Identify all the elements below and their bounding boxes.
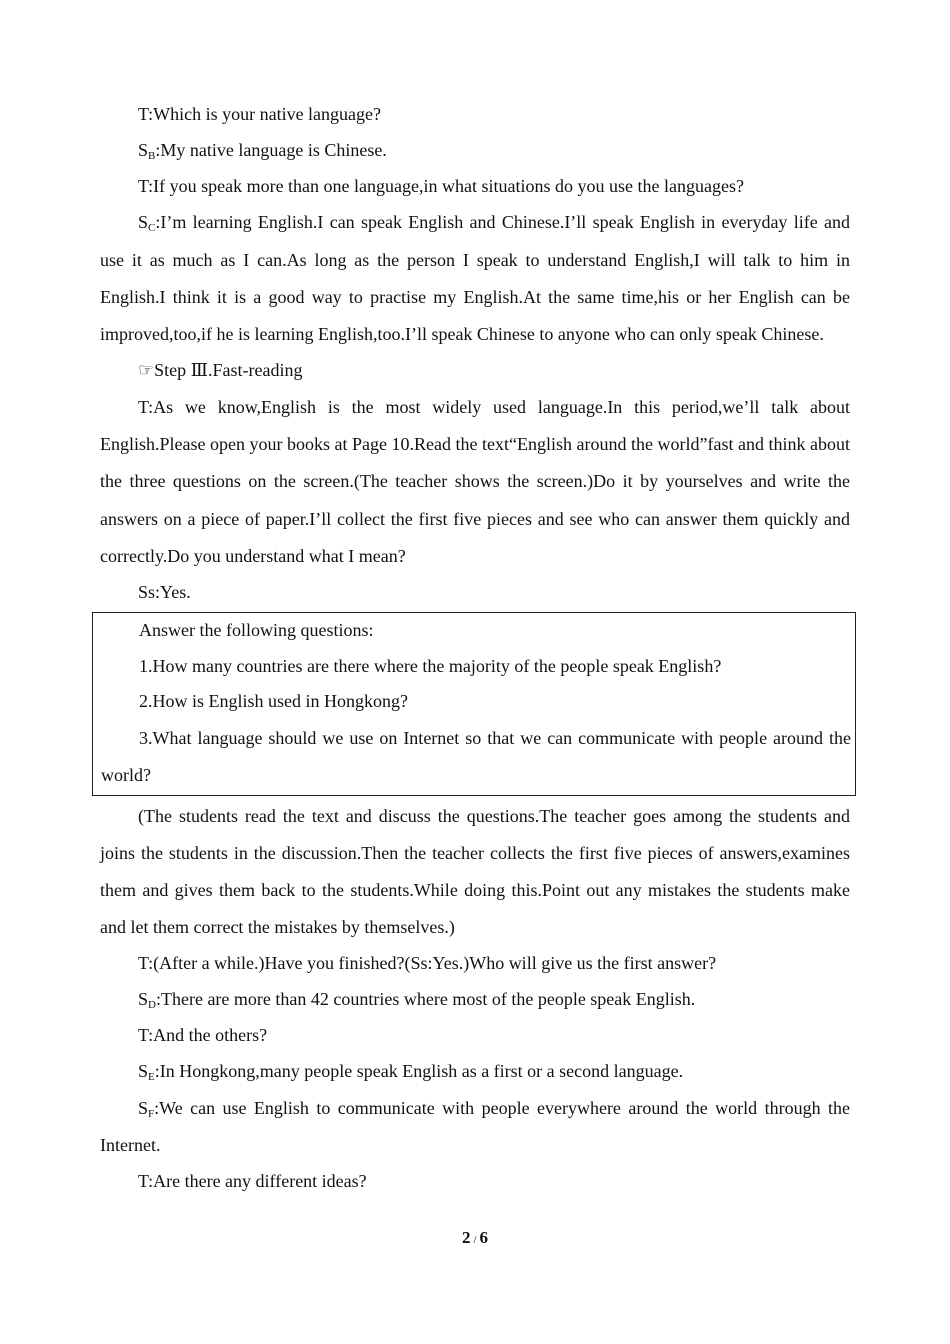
- dialogue-line: [100, 1090, 850, 1164]
- speaker-subscript: B: [148, 149, 156, 162]
- speech: :My native language is Chinese.: [155, 139, 387, 160]
- current-page: 2: [461, 1228, 471, 1247]
- total-pages: 6: [479, 1228, 489, 1247]
- question-item: 1.How many countries are there where the majority of the people speak English?: [139, 655, 722, 676]
- dialogue-line: [100, 204, 850, 353]
- question-item: 3.What language should we use on Internet so that we can communicate with people around the world?: [101, 728, 851, 786]
- step-heading: ☞Step Ⅲ.Fast-reading: [138, 360, 303, 381]
- speaker: S: [138, 1097, 149, 1118]
- dialogue-line: T:Are there any different ideas?: [138, 1171, 367, 1192]
- speech: :In Hongkong,many people speak English as a first or a second language.: [154, 1060, 684, 1081]
- dialogue-line: [100, 133, 850, 169]
- speaker: S: [138, 139, 149, 160]
- speaker: S: [138, 989, 149, 1010]
- speaker-subscript: E: [148, 1070, 155, 1083]
- speaker-subscript: D: [148, 999, 156, 1012]
- dialogue-line: T:Which is your native language?: [138, 104, 382, 124]
- document-body: [100, 97, 850, 1200]
- dialogue-line: [100, 1054, 850, 1090]
- speech: :I’m learning English.I can speak English and Chinese.I’ll speak English in everyday life and use it as much as I can.As long as the person I speak to understand English,I will talk to him in English.I think it is a good way to practise my English.At the same time,his or her English can be improved,too,if he is learning English,too.I’ll speak Chinese to anyone who can only speak Chinese.: [100, 212, 850, 344]
- question-item: 2.How is English used in Hongkong?: [139, 691, 408, 712]
- speaker-subscript: F: [148, 1107, 155, 1120]
- speech: :We can use English to communicate with people everywhere around the world through the Internet.: [100, 1097, 850, 1155]
- dialogue-line: Ss:Yes.: [138, 582, 191, 603]
- questions-box: [92, 612, 856, 796]
- speaker-subscript: C: [148, 222, 156, 235]
- speaker: S: [138, 1060, 149, 1081]
- dialogue-line: T:As we know,English is the most widely used language.In this period,we’ll talk about English.Please open your books at Page 10.Read the text“English around the world”fast and think about the three questions on the screen.(The teacher shows the screen.)Do it by yourselves and write the answers on a piece of paper.I’ll collect the first five pieces and see who can answer them quickly and correctly.Do you understand what I mean?: [100, 397, 850, 566]
- page-separator: /: [473, 1234, 477, 1246]
- dialogue-line: T:(After a while.)Have you finished?(Ss:Yes.)Who will give us the first answer?: [138, 953, 717, 974]
- dialogue-line: T:And the others?: [138, 1025, 268, 1046]
- dialogue-line: [100, 982, 850, 1018]
- questions-heading: Answer the following questions:: [139, 619, 374, 640]
- speech: :There are more than 42 countries where most of the people speak English.: [155, 989, 696, 1010]
- page-number: [0, 1228, 950, 1248]
- speaker: S: [138, 212, 149, 233]
- narration: (The students read the text and discuss the questions.The teacher goes among the students and joins the students in the discussion.Then the teacher collects the first five pieces of answers,examines them and gives them back to the students.While doing this.Point out any mistakes the students make and let them correct the mistakes by themselves.): [100, 805, 850, 938]
- dialogue-line: T:If you speak more than one language,in what situations do you use the languages?: [138, 175, 744, 196]
